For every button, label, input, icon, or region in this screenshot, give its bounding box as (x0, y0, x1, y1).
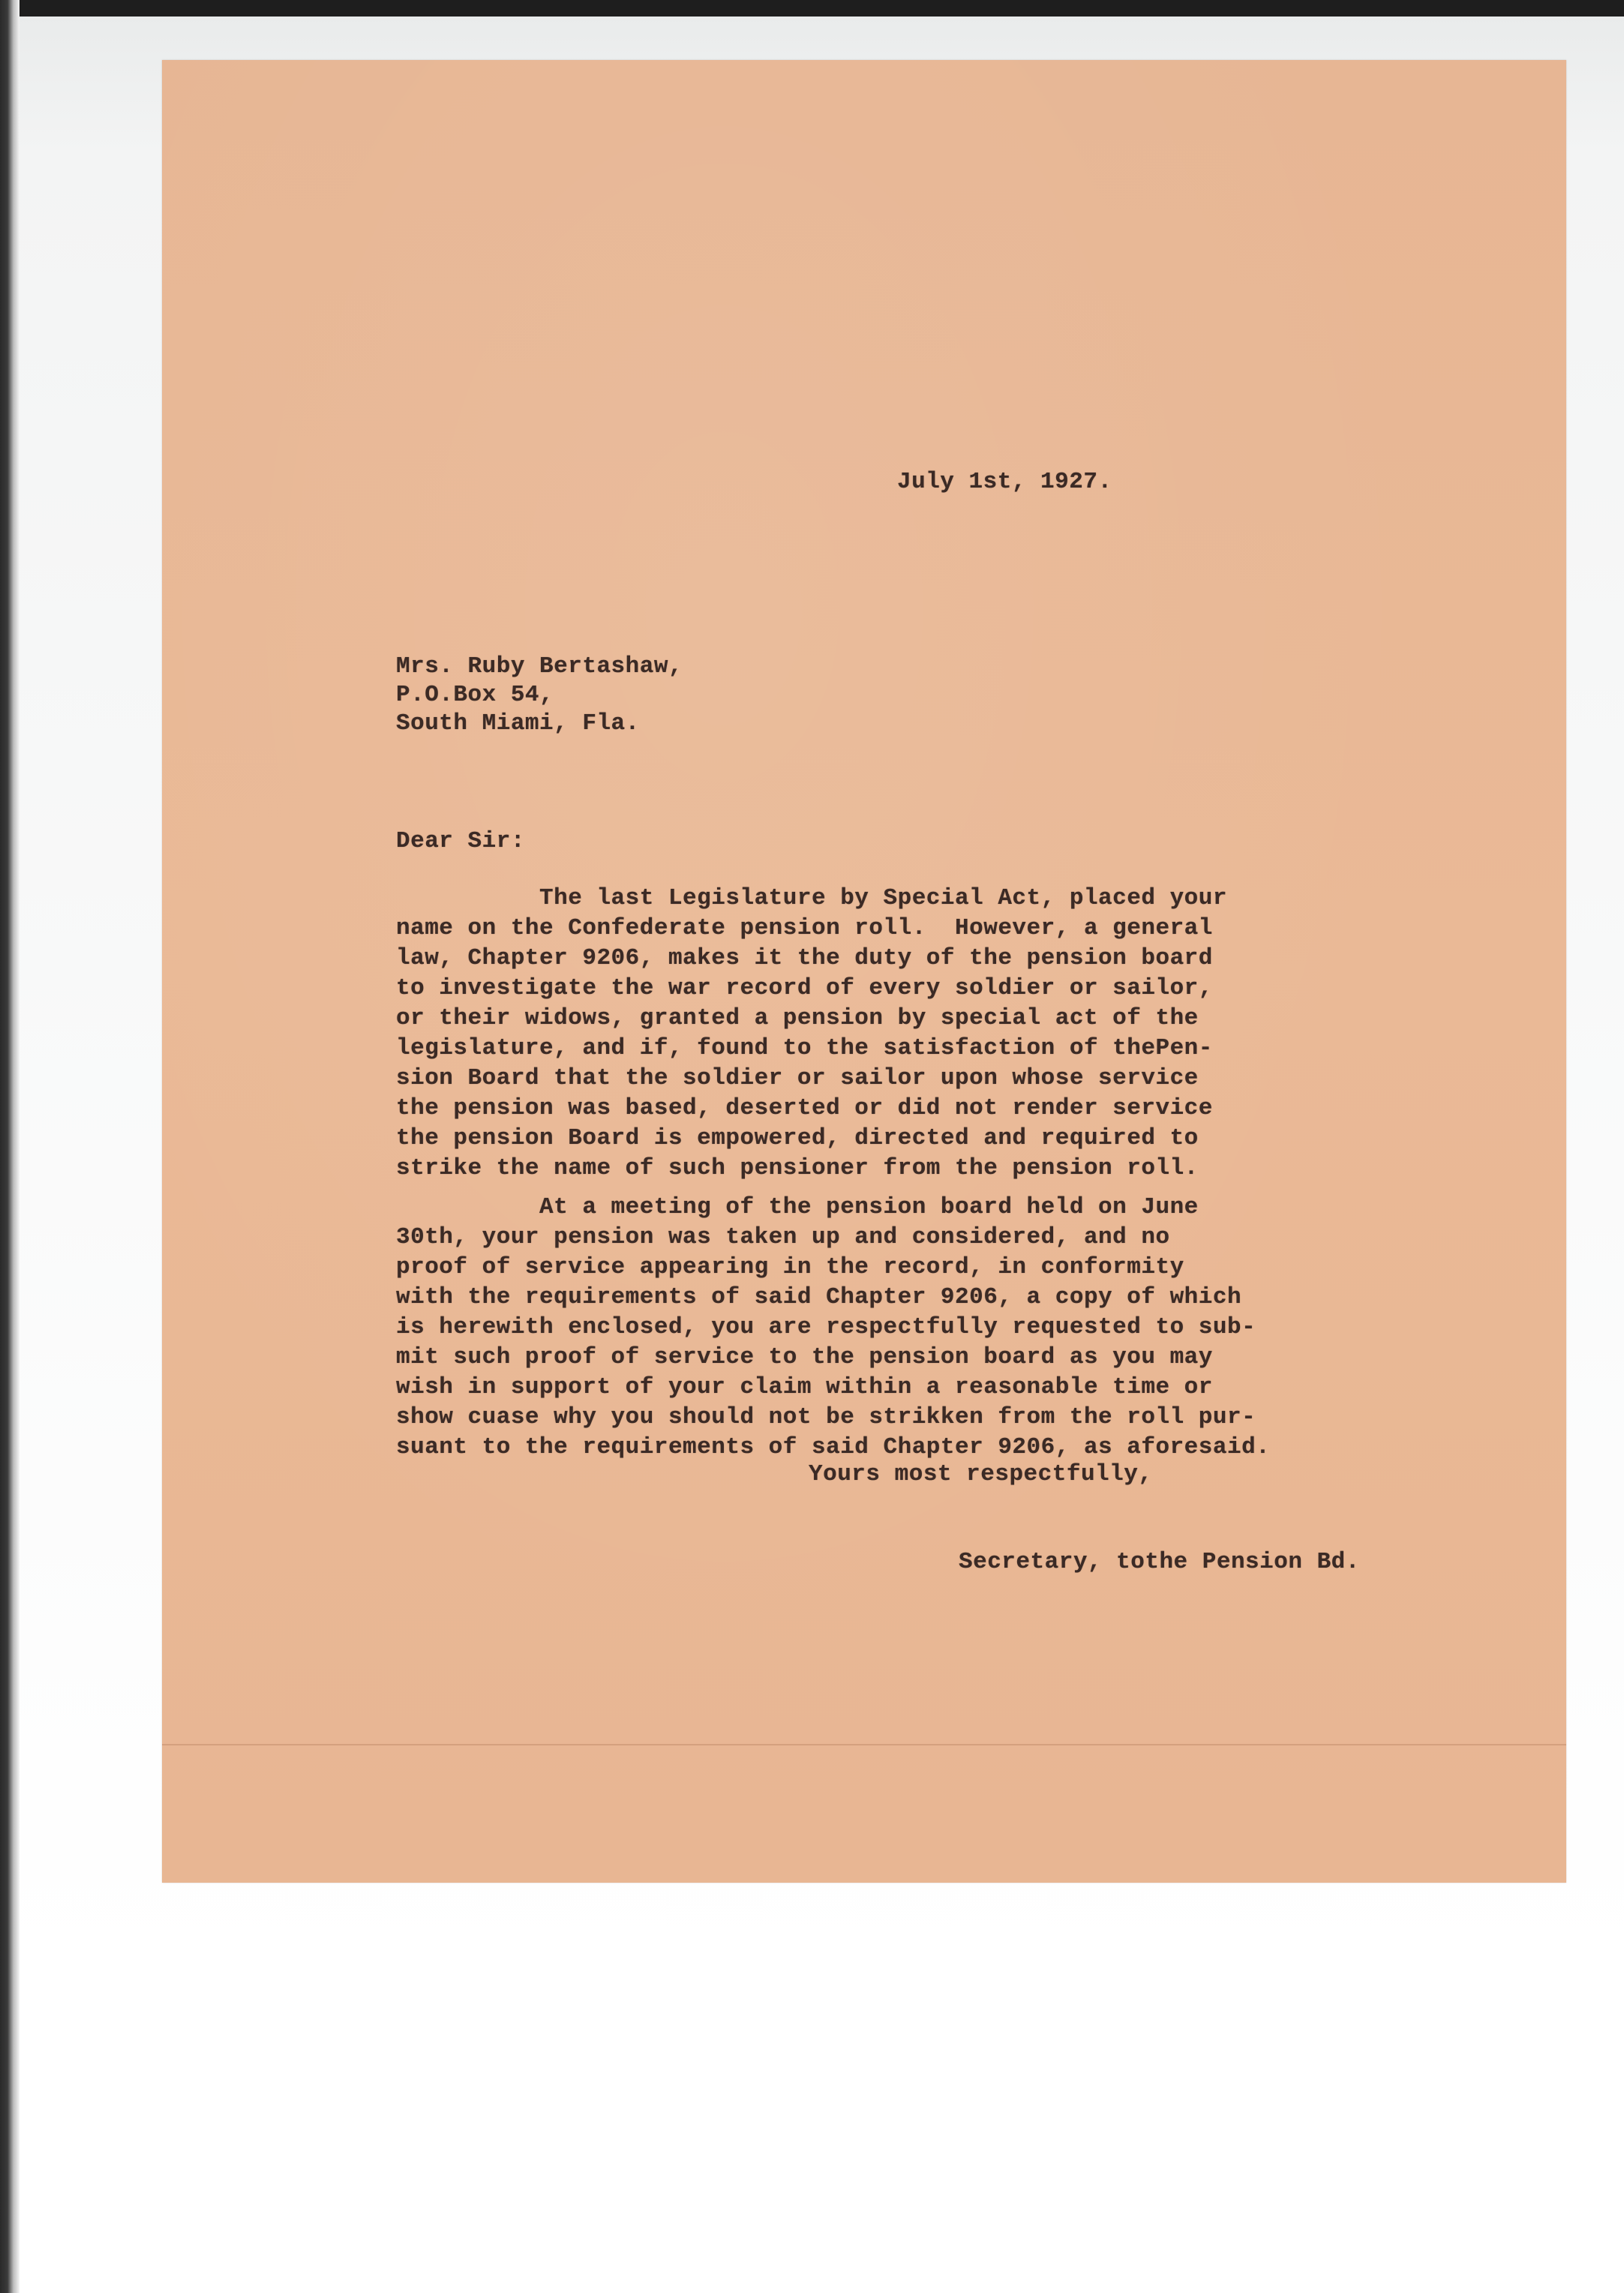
scanner-frame-left (0, 0, 20, 2293)
paragraph-line: At a meeting of the pension board held on June (396, 1194, 1199, 1220)
recipient-city-line: South Miami, Fla. (396, 710, 640, 737)
paragraph-line: to investigate the war record of every soldier or sailor, (396, 975, 1213, 1001)
paragraph-line: strike the name of such pensioner from the pension roll. (396, 1155, 1199, 1181)
paragraph-line: The last Legislature by Special Act, placed your (396, 885, 1227, 911)
paragraph-line: name on the Confederate pension roll. However, a general (396, 915, 1213, 941)
paragraph-line: with the requirements of said Chapter 9206, a copy of which (396, 1284, 1242, 1310)
salutation: Dear Sir: (396, 828, 525, 854)
recipient-box-line: P.O.Box 54, (396, 682, 554, 708)
letter-sheet (162, 60, 1566, 1883)
paragraph-line: the pension was based, deserted or did not render service (396, 1095, 1213, 1121)
paragraph-line: or their widows, granted a pension by special act of the (396, 1005, 1199, 1031)
signature-title: Secretary, tothe Pension Bd. (959, 1549, 1360, 1575)
recipient-address (396, 653, 683, 738)
body-paragraph-1 (396, 884, 1227, 1184)
paragraph-line: the pension Board is empowered, directed and required to (396, 1125, 1199, 1151)
body-paragraph-2 (396, 1193, 1270, 1463)
paragraph-line: law, Chapter 9206, makes it the duty of the pension board (396, 945, 1213, 971)
paragraph-line: suant to the requirements of said Chapter 9206, as aforesaid. (396, 1434, 1271, 1460)
letter-date: July 1st, 1927. (897, 469, 1112, 495)
paragraph-line: wish in support of your claim within a reasonable time or (396, 1374, 1213, 1400)
paragraph-line: legislature, and if, found to the satisfaction of thePen- (396, 1035, 1213, 1061)
paragraph-line: show cuase why you should not be strikken from the roll pur- (396, 1404, 1256, 1430)
paper-fold-line (162, 1744, 1566, 1745)
scanner-frame-top (0, 0, 1624, 17)
paragraph-line: sion Board that the soldier or sailor upon whose service (396, 1065, 1199, 1091)
paragraph-line: proof of service appearing in the record, in conformity (396, 1254, 1184, 1280)
paragraph-line: mit such proof of service to the pension board as you may (396, 1344, 1213, 1370)
paragraph-line: is herewith enclosed, you are respectfully requested to sub- (396, 1314, 1256, 1340)
paragraph-line: 30th, your pension was taken up and considered, and no (396, 1224, 1170, 1250)
complimentary-closing: Yours most respectfully, (809, 1461, 1153, 1487)
recipient-name-line: Mrs. Ruby Bertashaw, (396, 653, 683, 680)
